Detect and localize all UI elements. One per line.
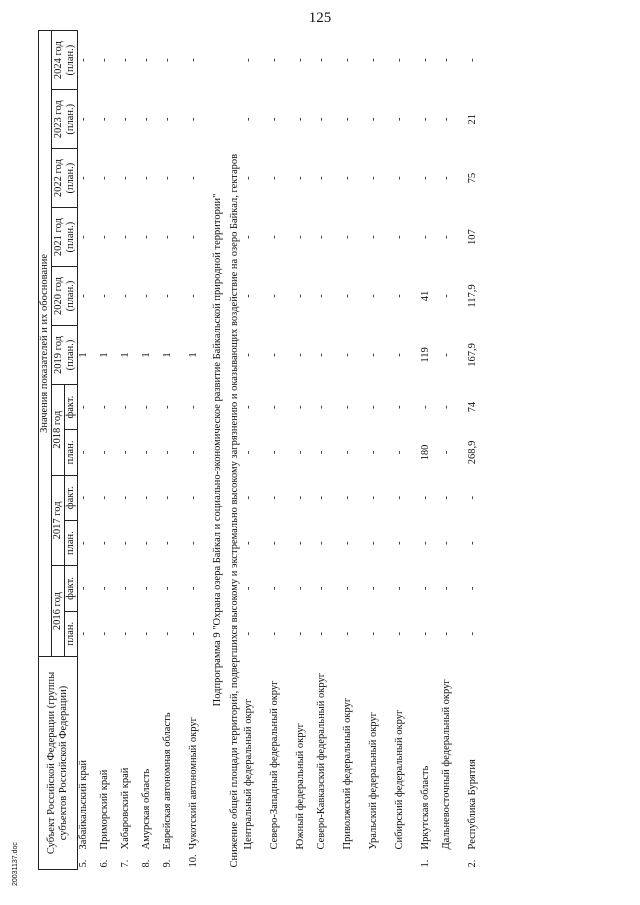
footer-document-code: 20031137.doc xyxy=(12,842,19,886)
year-2020-header: 2020 год (план.) xyxy=(52,267,78,326)
year-2016-header: 2016 год xyxy=(52,566,65,657)
subject-cell xyxy=(467,656,488,869)
value-cell: - xyxy=(295,541,306,545)
value-cell: - xyxy=(243,405,254,409)
value-cell: - xyxy=(441,117,452,121)
value-cell: - xyxy=(368,496,379,500)
value-cell: - xyxy=(420,541,431,545)
value-cell: - xyxy=(342,496,353,500)
value-cell: - xyxy=(141,235,152,239)
value-cell: - xyxy=(316,450,327,455)
value-cell: - xyxy=(162,405,173,409)
value-cell: - xyxy=(441,58,452,62)
subject-name: Центральный федеральный округ xyxy=(243,698,254,850)
value-cell: - xyxy=(467,586,478,591)
year-2024-header: 2024 год (план.) xyxy=(52,31,78,90)
table-row xyxy=(420,31,441,870)
subject-name: Северо-Кавказский федеральный округ xyxy=(316,672,327,850)
value-cell: - xyxy=(368,632,379,636)
value-cell: - xyxy=(420,632,431,636)
subject-cell xyxy=(269,656,295,869)
value-cell: - xyxy=(316,176,327,180)
value-cell: - xyxy=(78,450,89,455)
value-cell: - xyxy=(342,586,353,591)
value-cell: - xyxy=(342,294,353,298)
values-group-header: Значения показателей и их обоснование xyxy=(39,31,52,657)
value-cell: - xyxy=(78,176,89,180)
value-cell: - xyxy=(188,58,199,62)
value-cell: 180 xyxy=(420,444,431,461)
value-cell: - xyxy=(269,117,280,121)
value-cell: - xyxy=(295,294,306,298)
value-cell: - xyxy=(295,117,306,121)
value-cell: - xyxy=(441,450,452,455)
value-cell: - xyxy=(269,405,280,409)
value-cell: - xyxy=(78,117,89,121)
row-number: 10. xyxy=(188,854,199,868)
value-cell: - xyxy=(99,405,110,409)
value-cell: - xyxy=(394,496,405,500)
subject-cell xyxy=(188,656,209,869)
value-cell: - xyxy=(188,235,199,239)
subject-name: Дальневосточный федеральный округ xyxy=(441,679,452,850)
value-cell: 1 xyxy=(78,352,89,358)
row-number: 8. xyxy=(141,859,152,868)
value-cell: - xyxy=(99,117,110,121)
value-cell: - xyxy=(342,117,353,121)
value-cell: - xyxy=(394,353,405,357)
value-cell: - xyxy=(295,405,306,409)
table-row xyxy=(188,31,209,870)
value-cell: - xyxy=(420,235,431,239)
value-cell: - xyxy=(394,58,405,62)
value-cell: - xyxy=(243,117,254,121)
table-row xyxy=(141,31,162,870)
row-number: 2. xyxy=(467,859,478,868)
year-2023-header: 2023 год (план.) xyxy=(52,90,78,149)
subject-column-header: Субъект Российской Федерации (группы субъектов Российской Федерации) xyxy=(39,656,78,869)
value-cell: - xyxy=(467,632,478,636)
value-cell: - xyxy=(394,541,405,545)
value-cell: 1 xyxy=(162,352,173,358)
value-cell: - xyxy=(295,496,306,500)
value-cell: - xyxy=(342,235,353,239)
value-cell: 1 xyxy=(188,352,199,358)
value-cell: - xyxy=(120,586,131,591)
value-cell: - xyxy=(269,294,280,298)
value-cell: - xyxy=(78,58,89,62)
table-row xyxy=(342,31,368,870)
value-cell: - xyxy=(188,450,199,455)
value-cell: - xyxy=(295,632,306,636)
value-cell: - xyxy=(394,294,405,298)
value-cell: - xyxy=(78,496,89,500)
value-cell: - xyxy=(120,58,131,62)
value-cell: - xyxy=(188,294,199,298)
subject-cell xyxy=(162,656,188,869)
value-cell: 74 xyxy=(467,401,478,413)
value-cell: - xyxy=(295,235,306,239)
value-cell: - xyxy=(78,294,89,298)
value-cell: - xyxy=(188,176,199,180)
value-cell: - xyxy=(120,632,131,636)
table-row xyxy=(394,31,420,870)
value-cell: - xyxy=(120,496,131,500)
value-cell: - xyxy=(295,450,306,455)
value-cell: - xyxy=(78,586,89,591)
value-cell: - xyxy=(316,496,327,500)
value-cell: - xyxy=(99,586,110,591)
value-cell: - xyxy=(141,496,152,500)
value-cell: - xyxy=(269,58,280,62)
value-cell: - xyxy=(243,294,254,298)
value-cell: - xyxy=(342,450,353,455)
value-cell: - xyxy=(368,117,379,121)
value-cell: - xyxy=(243,632,254,636)
value-cell: - xyxy=(394,235,405,239)
value-cell: - xyxy=(78,541,89,545)
subject-name: Республика Бурятия xyxy=(467,759,478,850)
value-cell: - xyxy=(467,496,478,500)
value-cell: - xyxy=(243,450,254,455)
plan-header: план. xyxy=(65,430,78,475)
value-cell: - xyxy=(243,176,254,180)
table-row xyxy=(243,31,269,870)
value-cell: - xyxy=(342,58,353,62)
value-cell: - xyxy=(120,235,131,239)
subprogram-title: Подпрограмма 9 "Охрана озера Байкал и социально-экономическое развитие Байкальской природной территории" xyxy=(212,193,223,707)
table-row xyxy=(99,31,120,870)
subject-cell xyxy=(368,656,394,869)
table-row xyxy=(162,31,188,870)
value-cell: - xyxy=(441,294,452,298)
subject-name: Уральский федеральный округ xyxy=(368,712,379,850)
row-number: 1. xyxy=(420,859,431,868)
page-number: 125 xyxy=(308,10,332,26)
subprogram-section xyxy=(209,31,243,870)
value-cell: - xyxy=(269,450,280,455)
value-cell: - xyxy=(243,235,254,239)
value-cell: - xyxy=(394,176,405,180)
value-cell: - xyxy=(342,405,353,409)
value-cell: - xyxy=(78,235,89,239)
value-cell: 117,9 xyxy=(467,284,478,308)
value-cell: - xyxy=(295,353,306,357)
year-2019-header: 2019 год (план.) xyxy=(52,326,78,385)
value-cell: - xyxy=(316,117,327,121)
value-cell: - xyxy=(441,353,452,357)
value-cell: - xyxy=(394,405,405,409)
value-cell: 119 xyxy=(420,347,431,363)
value-cell: - xyxy=(269,541,280,545)
value-cell: - xyxy=(368,294,379,298)
table-row xyxy=(295,31,316,870)
table-body-top xyxy=(78,31,210,870)
value-cell: - xyxy=(141,541,152,545)
table-header xyxy=(39,31,78,870)
value-cell: - xyxy=(467,58,478,62)
value-cell: - xyxy=(188,632,199,636)
value-cell: - xyxy=(99,176,110,180)
subject-name: Еврейская автономная область xyxy=(162,712,173,850)
table-row xyxy=(120,31,141,870)
value-cell: - xyxy=(162,541,173,545)
value-cell: - xyxy=(368,235,379,239)
value-cell: - xyxy=(162,632,173,636)
value-cell: - xyxy=(243,58,254,62)
value-cell: - xyxy=(420,58,431,62)
value-cell: - xyxy=(368,353,379,357)
value-cell: - xyxy=(120,176,131,180)
value-cell: - xyxy=(120,450,131,455)
value-cell: - xyxy=(162,58,173,62)
value-cell: - xyxy=(441,632,452,636)
value-cell: - xyxy=(162,117,173,121)
value-cell: - xyxy=(162,176,173,180)
value-cell: - xyxy=(368,541,379,545)
value-cell: 107 xyxy=(467,229,478,245)
value-cell: - xyxy=(188,541,199,545)
value-cell: - xyxy=(295,586,306,591)
value-cell: - xyxy=(141,450,152,455)
value-cell: - xyxy=(243,353,254,357)
subject-name: Южный федеральный округ xyxy=(295,723,306,850)
value-cell: - xyxy=(141,586,152,591)
value-cell: - xyxy=(162,586,173,591)
value-cell: - xyxy=(394,632,405,636)
subject-name: Иркутская область xyxy=(420,765,431,850)
value-cell: 167,9 xyxy=(467,343,478,367)
value-cell: - xyxy=(269,632,280,636)
fact-header: факт. xyxy=(65,384,78,429)
subject-name: Забайкальский край xyxy=(78,759,89,850)
value-cell: - xyxy=(420,496,431,500)
value-cell: - xyxy=(295,176,306,180)
table-row xyxy=(368,31,394,870)
subject-name: Сибирский федеральный округ xyxy=(394,709,405,850)
value-cell: - xyxy=(162,235,173,239)
value-cell: - xyxy=(420,405,431,409)
year-2017-header: 2017 год xyxy=(52,475,65,566)
subject-cell xyxy=(342,656,368,869)
value-cell: - xyxy=(342,632,353,636)
subject-name: Хабаровский край xyxy=(120,767,131,850)
value-cell: - xyxy=(316,586,327,591)
rotated-table-area xyxy=(38,30,618,870)
subject-name: Приморский край xyxy=(99,769,110,850)
value-cell: - xyxy=(394,586,405,591)
plan-header: план. xyxy=(65,520,78,565)
value-cell: - xyxy=(141,405,152,409)
value-cell: - xyxy=(394,450,405,455)
row-number: 6. xyxy=(99,859,110,868)
value-cell: - xyxy=(368,450,379,455)
subject-cell xyxy=(141,656,162,869)
value-cell: - xyxy=(316,405,327,409)
value-cell: - xyxy=(243,586,254,591)
value-cell: - xyxy=(120,541,131,545)
value-cell: - xyxy=(269,235,280,239)
value-cell: - xyxy=(316,541,327,545)
value-cell: - xyxy=(99,235,110,239)
value-cell: - xyxy=(342,353,353,357)
year-2021-header: 2021 год (план.) xyxy=(52,208,78,267)
subject-name: Северо-Западный федеральный округ xyxy=(269,680,280,850)
value-cell: - xyxy=(141,117,152,121)
value-cell: - xyxy=(269,496,280,500)
value-cell: 75 xyxy=(467,172,478,184)
value-cell: - xyxy=(188,496,199,500)
row-number: 9. xyxy=(162,859,173,868)
subject-cell xyxy=(295,656,316,869)
value-cell: - xyxy=(420,586,431,591)
value-cell: - xyxy=(188,586,199,591)
value-cell: - xyxy=(162,294,173,298)
value-cell: - xyxy=(342,176,353,180)
table-row xyxy=(78,31,100,870)
subject-cell xyxy=(78,656,100,869)
value-cell: - xyxy=(316,632,327,636)
value-cell: - xyxy=(441,235,452,239)
value-cell: - xyxy=(99,632,110,636)
value-cell: - xyxy=(316,58,327,62)
subject-name: Чукотский автономный округ xyxy=(188,717,199,850)
table-row xyxy=(269,31,295,870)
value-cell: 268,9 xyxy=(467,440,478,465)
subject-cell xyxy=(120,656,141,869)
value-cell: - xyxy=(120,117,131,121)
value-cell: - xyxy=(243,496,254,500)
subject-name: Приволжский федеральный округ xyxy=(342,697,353,850)
value-cell: - xyxy=(243,541,254,545)
value-cell: - xyxy=(316,353,327,357)
value-cell: - xyxy=(269,353,280,357)
table-row xyxy=(467,31,488,870)
indicator-title: Снижение общей площади территорий, подвергшихся высокому и экстремально высокому загрязнению и оказывающих воздействие на озеро Байкал, гектаров xyxy=(229,153,240,868)
table-row xyxy=(316,31,342,870)
subject-cell xyxy=(420,656,441,869)
value-cell: - xyxy=(78,405,89,409)
value-cell: - xyxy=(99,450,110,455)
value-cell: - xyxy=(188,405,199,409)
row-number: 5. xyxy=(78,859,89,868)
value-cell: 1 xyxy=(99,352,110,358)
fact-header: факт. xyxy=(65,475,78,520)
value-cell: 1 xyxy=(120,352,131,358)
value-cell: 41 xyxy=(420,290,431,302)
value-cell: - xyxy=(342,541,353,545)
value-cell: - xyxy=(441,496,452,500)
year-2022-header: 2022 год (план.) xyxy=(52,149,78,208)
value-cell: - xyxy=(141,58,152,62)
value-cell: - xyxy=(120,405,131,409)
value-cell: - xyxy=(467,541,478,545)
table-body-bottom xyxy=(243,31,488,870)
table-row xyxy=(441,31,467,870)
value-cell: - xyxy=(420,117,431,121)
value-cell: - xyxy=(269,176,280,180)
value-cell: - xyxy=(420,176,431,180)
value-cell: - xyxy=(441,541,452,545)
value-cell: - xyxy=(188,117,199,121)
value-cell: - xyxy=(99,541,110,545)
value-cell: - xyxy=(99,294,110,298)
value-cell: - xyxy=(99,496,110,500)
value-cell: - xyxy=(99,58,110,62)
value-cell: - xyxy=(368,58,379,62)
subject-name: Амурская область xyxy=(141,768,152,850)
value-cell: - xyxy=(441,586,452,591)
value-cell: 1 xyxy=(141,352,152,358)
value-cell: - xyxy=(78,632,89,636)
subject-cell xyxy=(441,656,467,869)
value-cell: - xyxy=(141,632,152,636)
indicators-table xyxy=(38,30,488,870)
year-2018-header: 2018 год xyxy=(52,384,65,475)
value-cell: - xyxy=(269,586,280,591)
subject-cell xyxy=(99,656,120,869)
fact-header: факт. xyxy=(65,566,78,611)
value-cell: - xyxy=(368,405,379,409)
value-cell: - xyxy=(162,450,173,455)
subject-cell xyxy=(316,656,342,869)
value-cell: - xyxy=(441,405,452,409)
value-cell: - xyxy=(368,176,379,180)
plan-header: план. xyxy=(65,611,78,656)
value-cell: - xyxy=(394,117,405,121)
value-cell: - xyxy=(295,58,306,62)
value-cell: 21 xyxy=(467,113,478,125)
value-cell: - xyxy=(141,294,152,298)
subject-cell xyxy=(243,656,269,869)
value-cell: - xyxy=(316,235,327,239)
value-cell: - xyxy=(441,176,452,180)
subject-cell xyxy=(394,656,420,869)
value-cell: - xyxy=(141,176,152,180)
value-cell: - xyxy=(162,496,173,500)
value-cell: - xyxy=(368,586,379,591)
value-cell: - xyxy=(120,294,131,298)
row-number: 7. xyxy=(120,859,131,868)
value-cell: - xyxy=(316,294,327,298)
